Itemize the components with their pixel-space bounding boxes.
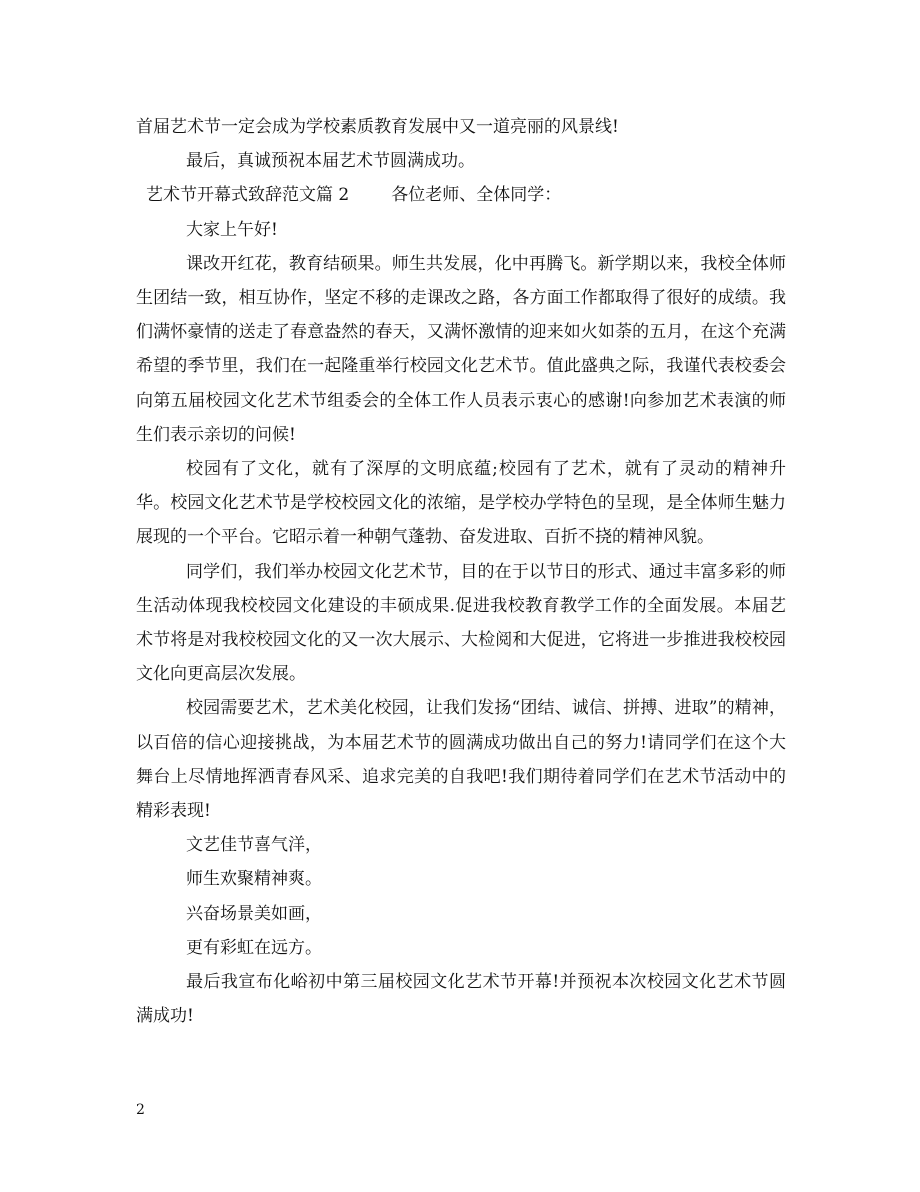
section-title: 艺术节开幕式致辞范文篇 2 xyxy=(146,185,350,206)
paragraph-culture: 校园有了文化，就有了深厚的文明底蕴;校园有了艺术，就有了灵动的精神升华。校园文化艺术节是学校校园文化的浓缩，是学校办学特色的呈现，是全体师生魅力展现的一个平台。它昭示着一种朝气蓬勃、奋发进取、百折不挠的精神风貌。 xyxy=(136,459,786,548)
section-heading-line xyxy=(136,178,786,212)
poem-line-1: 文艺佳节喜气洋， xyxy=(186,835,322,856)
salutation: 各位老师、全体同学： xyxy=(391,185,562,206)
poem-line-4: 更有彩虹在远方。 xyxy=(186,937,322,958)
poem-line-2: 师生欢聚精神爽。 xyxy=(186,869,322,890)
paragraph-call-to-action: 校园需要艺术，艺术美化校园，让我们发扬“团结、诚信、拼搏、进取”的精神，以百倍的信心迎接挑战，为本届艺术节的圆满成功做出自己的努力!请同学们在这个大舞台上尽情地挥洒青春风采、追求完美的自我吧!我们期待着同学们在艺术节活动中的精彩表现! xyxy=(136,698,786,822)
paragraph-purpose: 同学们，我们举办校园文化艺术节，目的在于以节日的形式、通过丰富多彩的师生活动体现我校校园文化建设的丰硕成果.促进我校教育教学工作的全面发展。本届艺术节将是对我校校园文化的又一次大展示、大检阅和大促进，它将进一步推进我校校园文化向更高层次发展。 xyxy=(136,561,786,685)
paragraph-greeting: 大家上午好! xyxy=(186,219,278,240)
paragraph-wish: 最后，真诚预祝本届艺术节圆满成功。 xyxy=(186,151,475,172)
paragraph-intro: 课改开红花，教育结硕果。师生共发展，化中再腾飞。新学期以来，我校全体师生团结一致，相互协作，坚定不移的走课改之路，各方面工作都取得了很好的成绩。我们满怀豪情的送走了春意盎然的春天，又满怀激情的迎来如火如荼的五月，在这个充满希望的季节里，我们在一起隆重举行校园文化艺术节。值此盛典之际，我谨代表校委会向第五届校园文化艺术节组委会的全体工作人员表示衷心的感谢!向参加艺术表演的师生们表示亲切的问候! xyxy=(136,253,786,445)
document-body xyxy=(136,110,786,1033)
paragraph-opening-declaration: 最后我宣布化峪初中第三届校园文化艺术节开幕!并预祝本次校园文化艺术节圆满成功! xyxy=(136,972,786,1027)
paragraph-closing-line: 首届艺术节一定会成为学校素质教育发展中又一道亮丽的风景线! xyxy=(136,117,619,137)
poem-line-3: 兴奋场景美如画， xyxy=(186,903,322,924)
page-number: 2 xyxy=(136,1102,145,1118)
